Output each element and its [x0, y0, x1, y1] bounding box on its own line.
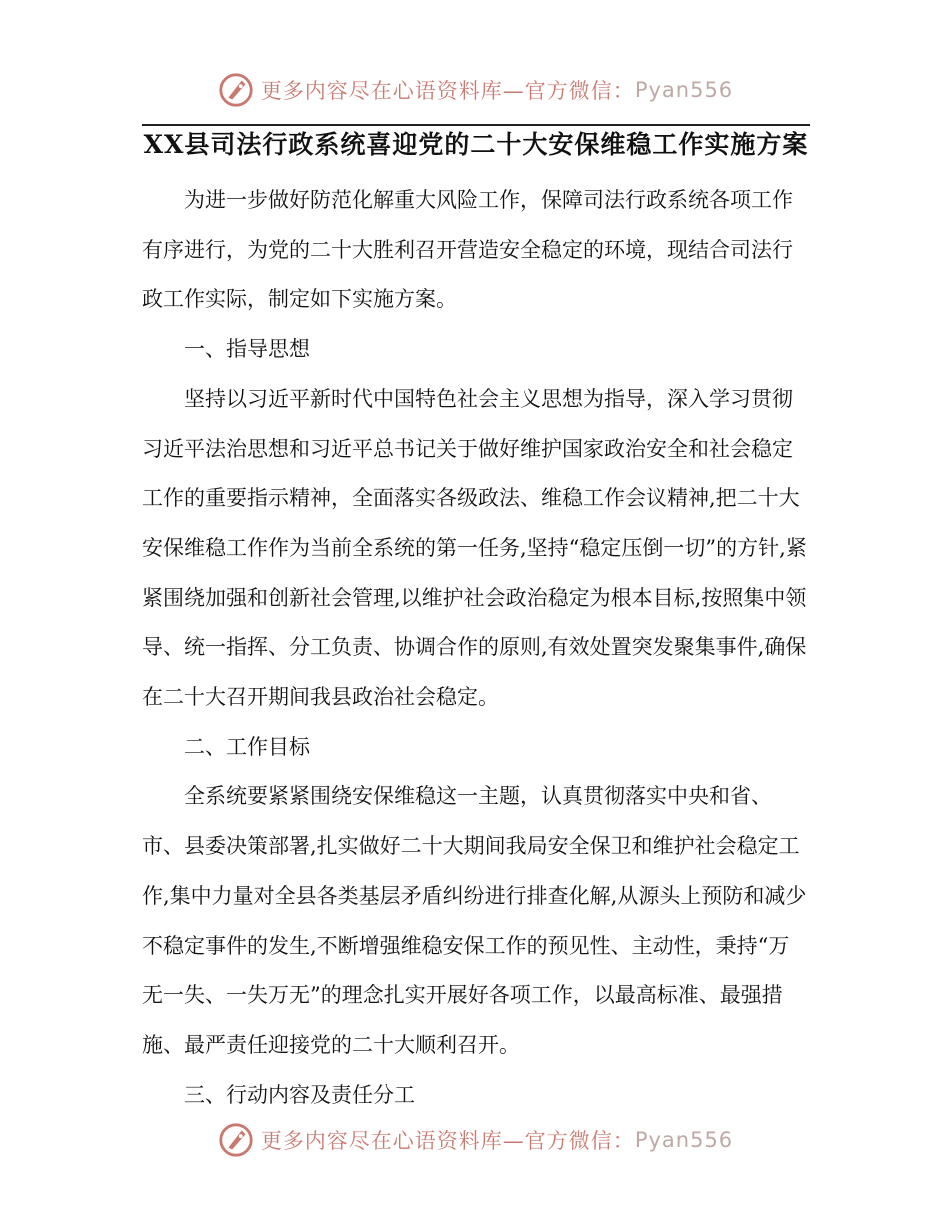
heading-guiding-ideology: 一、指导思想 — [184, 337, 310, 362]
document-body — [142, 176, 810, 1120]
watermark-wechat-id: Pyan556 — [634, 1128, 734, 1152]
watermark-wechat-id: Pyan556 — [634, 78, 734, 102]
heading-actions: 三、行动内容及责任分工 — [184, 1082, 415, 1107]
watermark-text: 更多内容尽在心语资料库—官方微信： — [260, 1129, 635, 1153]
paragraph-intro: 为进一步做好防范化解重大风险工作，保障司法行政系统各项工作有序进行，为党的二十大胜利召开营造安全稳定的环境，现结合司法行政工作实际，制定如下实施方案。 — [142, 188, 793, 312]
pen-nib-logo-icon — [217, 71, 255, 109]
pen-nib-logo-icon — [217, 1121, 255, 1159]
paragraph-guiding-ideology: 坚持以习近平新时代中国特色社会主义思想为指导，深入学习贯彻习近平法治思想和习近平总书记关于做好维护国家政治安全和社会稳定工作的重要指示精神，全面落实各级政法、维稳工作会议精神,把二十大安保维稳工作作为当前全系统的第一任务,坚持“稳定压倒一切”的方针,紧紧围绕加强和创新社会管理,以维护社会政治稳定为根本目标,按照集中领导、统一指挥、分工负责、协调合作的原则,有效处置突发聚集事件,确保在二十大召开期间我县政治社会稳定。 — [142, 386, 807, 710]
document-title: XX县司法行政系统喜迎党的二十大安保维稳工作实施方案 — [143, 130, 809, 159]
heading-work-goals: 二、工作目标 — [184, 734, 310, 759]
paragraph-work-goals: 全系统要紧紧围绕安保维稳这一主题，认真贯彻落实中央和省、市、县委决策部署,扎实做好二十大期间我局安全保卫和维护社会稳定工作,集中力量对全县各类基层矛盾纠纷进行排查化解,从源头上预防和减少不稳定事件的发生,不断增强维稳安保工作的预见性、主动性，秉持“万无一失、一失万无”的理念扎实开展好各项工作，以最高标准、最强措施、最严责任迎接党的二十大顺利召开。 — [142, 784, 807, 1057]
title-rule — [142, 124, 810, 126]
watermark-banner-bottom — [0, 1118, 950, 1162]
watermark-text: 更多内容尽在心语资料库—官方微信： — [260, 79, 635, 103]
watermark-banner-top — [0, 68, 950, 112]
